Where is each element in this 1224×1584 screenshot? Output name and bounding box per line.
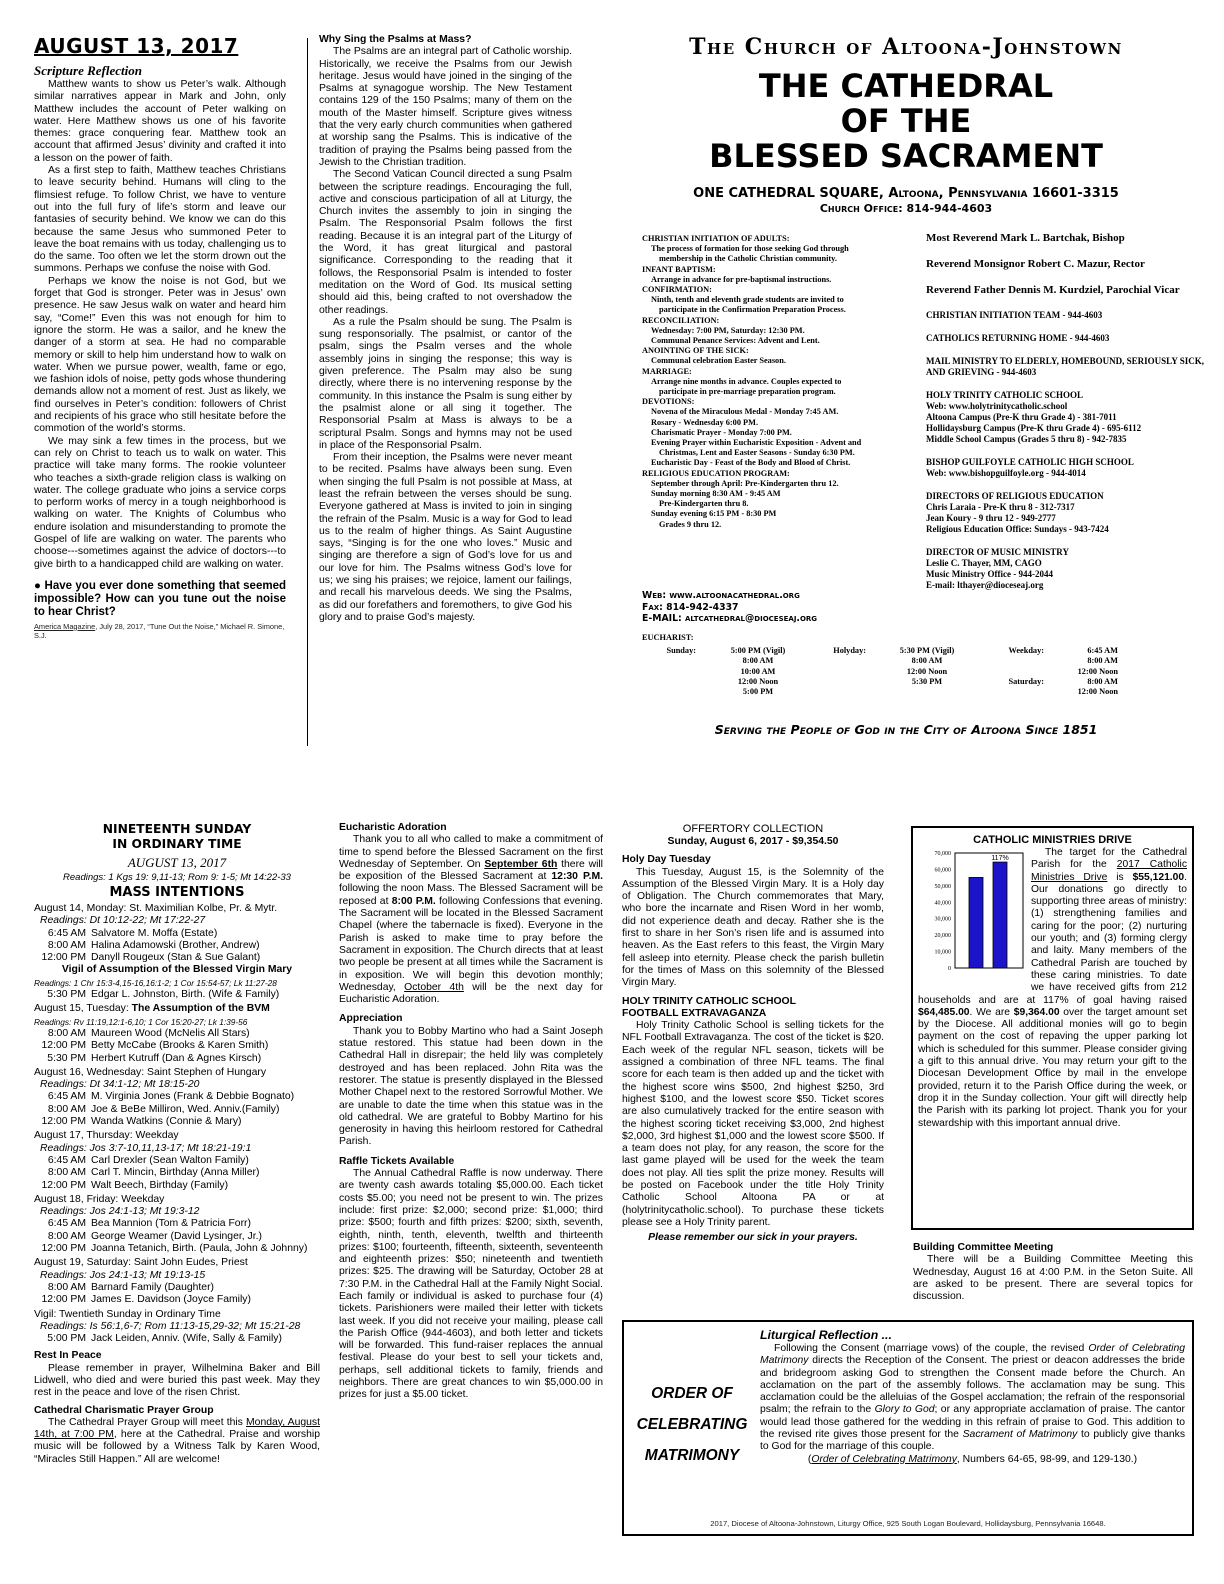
sacraments-directory [642, 234, 902, 578]
website-link[interactable]: Web: www.altoonacathedral.org [642, 590, 800, 601]
sunday-title: NINETEENTH SUNDAY IN ORDINARY TIME [102, 822, 252, 851]
mass-time: 12:00 PM [41, 1294, 86, 1306]
mass-time: 5:30 PM [47, 1052, 86, 1064]
mass-intention-line [34, 1231, 320, 1243]
mass-time: 12:00 PM [41, 952, 86, 964]
sacrament-detail: Sunday morning 8:30 AM - 9:45 AM [651, 489, 781, 499]
adoration-column [339, 822, 603, 1542]
sick-prayer-note: Please remember our sick in your prayers. [648, 1232, 858, 1244]
mass-intention-text: Barnard Family (Daughter) [91, 1281, 214, 1293]
chart-bar-raised [993, 862, 1007, 968]
source-citation: , July 28, 2017, “Tune Out the Noise,” Michael R. Simone, S.J. [34, 621, 285, 640]
liturgical-reference-link[interactable]: Order of Celebrating Matrimony [811, 1453, 957, 1465]
mass-intention-text: Halina Adamowski (Brother, Andrew) [91, 939, 260, 951]
mass-intention-line [34, 1218, 320, 1230]
sacrament-heading: CONFIRMATION: [642, 285, 712, 295]
scripture-reflection-column [34, 34, 286, 754]
bar-data-label: 117% [991, 855, 1009, 863]
chart-bar-target [969, 877, 983, 968]
cathedral-name-line-1: THE CATHEDRAL [758, 67, 1054, 105]
mass-readings: Readings: Dt 34:1-12; Mt 18:15-20 [40, 1079, 200, 1091]
church-office-phone: Church Office: 814-944-4603 [819, 202, 993, 214]
mass-intention-text: Herbert Kutruff (Dan & Agnes Kirsch) [91, 1052, 262, 1064]
reflection-paragraph: As a first step to faith, Matthew teaches Christians to leave security behind. Humans will cling to the flimsiest refuge. To follow Christ, we have to venture out into the full fury of life’s storm and leave our fantasies of security behind. We know we can do this because the same Jesus who summoned Peter to leave the boat remains with us today, challenging us to do the same. Too often we let the storm drown out the summons. Perhaps we confuse the noise with God. [34, 165, 286, 275]
mass-time: 8:00 AM [47, 939, 86, 951]
sacrament-detail: Charismatic Prayer - Monday 7:00 PM. [651, 427, 792, 437]
liturgical-text: Following the Consent (marriage vows) of the couple, the revised Order of Celebrating Matrimony directs the Reception of the Consent. The priest or deacon addresses the bride and bridegroom asking God to strengthen the Consent made before the Church. An acclamation on the part of the assembly follows. The acclamation may be sung. This acclamation could be the alleluias of the Gospel acclamation; the refrain of the responsorial psalm; the refrain to the Glory to God; or any appropriate acclamation of praise. The cantor would lead those gathered for the wedding in this refrain of praise to God. This addition to the revised rite gives those present for the Sacrament of Matrimony to publicly give thanks to God for the marriage of this couple. [760, 1343, 1186, 1453]
sacrament-detail: Arrange in advance for pre-baptismal instructions. [651, 274, 832, 284]
mass-intention-text: Betty McCabe (Brooks & Karen Smith) [91, 1040, 269, 1052]
psalms-title: Why Sing the Psalms at Mass? [319, 34, 472, 45]
mass-readings: Readings: Dt 10:12-22; Mt 17:22-27 [40, 915, 206, 927]
mass-intention-line [34, 1167, 320, 1179]
mass-time: 12:00 PM [41, 1116, 86, 1128]
mass-time: 8:00 AM [47, 1027, 86, 1039]
psalms-paragraph: The Second Vatican Council directed a sung Psalm between the scripture readings. Encouraging the full, active and conscious participation of all at Liturgy, the Church invites the assembly to join in singing the Psalm. The Responsorial Psalm follows the first reading. Because it is an integral part of the Liturgy of the Word, it has great liturgical and pastoral significance. Corresponding to the reading that it follows, the Responsorial Psalm is intended to foster meditation on the Word of God. Its musical setting should aid this, being crafted to not overshadow the other readings. [319, 169, 572, 316]
mass-intention-text: Wanda Watkins (Connie & Mary) [91, 1116, 242, 1128]
column-divider [307, 38, 308, 746]
ministry-entry: MAIL MINISTRY TO ELDERLY, HOMEBOUND, SERIOUSLY SICK, AND GRIEVING - 944-4603 [926, 356, 1205, 377]
liturgical-body [760, 1328, 1185, 1466]
saturday-label: Saturday: [1008, 676, 1044, 686]
football-title: HOLY TRINITY CATHOLIC SCHOOL FOOTBALL EXTRAVAGANZA [622, 995, 796, 1019]
sacrament-detail: Sunday evening 6:15 PM - 8:30 PM [651, 509, 777, 519]
sacrament-detail: Rosary - Wednesday 6:00 PM. [651, 417, 759, 427]
eucharist-schedule [642, 633, 1162, 713]
mass-readings: Readings: 1 Chr 15:3-4,15-16,16:1-2; 1 Cor 15:54-57; Lk 11:27-28 [34, 977, 277, 988]
drive-text: The target for the Cathedral Parish for the 2017 Catholic Ministries Drive is $55,121.00. Our donations go directly to supporting three areas of ministry: (1) strengthening families and caring for the poor; (2) nurturing our youth; and (3) forming clergy and laity. Many members of the Cathedral Parish are touched by these caring ministries. To date we have received gifts from 212 households and are at 117% of goal having raised $64,485.00. We are $9,364.00 over the target amount set by the Diocese. All additional monies will go to begin payment on the cost of repaving the upper parking lot which is scheduled for this summer. Please consider giving a gift to this annual drive. You may return your gift to the Diocesan Development Office by mail in the envelope provided, return it to the Parish Office during the week, or drop it in the Sunday collection. Your gift will directly help the Parish with its parking lot project. Thank you for your stewardship with this important annual drive. [918, 847, 1188, 1129]
mass-intention-text: Bea Mannion (Tom & Patricia Forr) [91, 1218, 251, 1230]
mass-intention-line [34, 1091, 320, 1103]
y-tick-label: 20,000 [934, 933, 951, 940]
meeting-date-link[interactable]: Monday, August 14th, at 7:00 PM [34, 1416, 320, 1441]
source-link[interactable]: America Magazine [34, 621, 96, 631]
mass-intention-line [34, 1243, 320, 1255]
sacrament-detail: Communal celebration Easter Season. [651, 356, 786, 366]
mass-time: 8:00 AM [47, 1281, 86, 1293]
raffle-text: The Annual Cathedral Raffle is now underway. There are twenty cash awards totaling $5,000.00. Each ticket costs $5.00; you need not be present to win. The prizes include: first prize: $2,000; second prize: $1,000; third prize: $500; fourth and fifth prizes: $200; sixth, seventh, eighth, ninth, tenth, eleventh, twelfth and thirteenth prizes: $100; fourteenth, fifteenth, sixteenth, seventeenth and eighteenth prizes: $50; nineteenth and twentieth prizes: $25. The drawing will be Saturday, October 28 at 7:30 P.M. in the Cathedral Hall at the Family Night Social. Each family or individual is asked to purchase four (4) tickets. Parishioners were mailed their letter with tickets last week. If you did not receive your mailing, please call the Parish Office (944-4603), and both letter and tickets will be forwarded. This fund-raiser replaces the annual festival. Please do your best to sell your tickets and, perhaps, sell additional tickets to family, friends and neighbors. There are great chances to win $5,000.00 in prizes for just a $5.00 ticket. [339, 1168, 603, 1401]
reflection-paragraph: Perhaps we know the noise is not God, but we forget that God is stronger. Peter was in Jesus’ own presence. He saw Jesus walk on water and heard him say, “Come!” Even this was not enough for him to ignore the storm. He was a sailor, and he knew the danger of a storm at sea. He had no comparable memory or skill to help him understand how to walk on water. When we pursue power, wealth, fame or ego, we fashion idols of noise, petty gods whose thundering demands allow not a moment of rest. Just as likely, we find ourselves in Peter’s condition: followers of Christ and recipients of his grace who still hesitate before the commotion of the world’s storms. [34, 275, 286, 435]
charismatic-text: The Cathedral Prayer Group will meet this Monday, August 14th, at 7:00 PM, here at the Cathedral. Praise and worship music will be followed by a Witness Talk by Karen Wood, “Miracles Still Happen.” All are welcome! [34, 1416, 320, 1465]
sacrament-detail: Wednesday: 7:00 PM, Saturday: 12:30 PM. [651, 325, 805, 335]
building-title: Building Committee Meeting [913, 1242, 1054, 1253]
psalms-paragraph: As a rule the Psalm should be sung. The Psalm is sung responsorially. The psalmist, or cantor of the psalm, sings the Psalm verses and the whole assembly joins in singing the response; this way is given preference. The Psalm may also be sung directly, where there is no intervening response by the community. In this instance the Psalm is sung either by the psalmist alone or all sing it together. The Responsorial Psalm at Mass is always to be a scriptural Psalm. Songs and hymns may not be used in place of the Responsorial Psalm. [319, 316, 572, 451]
sacrament-detail: Ninth, tenth and eleventh grade students are invited to [651, 295, 844, 305]
mass-intention-text: M. Virginia Jones (Frank & Debbie Bognato) [91, 1091, 295, 1103]
mass-intention-line [34, 1155, 320, 1167]
sacrament-heading: RECONCILIATION: [642, 315, 720, 325]
football-text: Holy Trinity Catholic School is selling tickets for the NFL Football Extravaganza. The cost of the ticket is $20. Each week of the regular NFL season, tickets will be assigned a combination of three NFL teams. The final score for each team is then added up and the ticket with the highest score wins $500, 2nd highest $250, 3rd highest $100, and the lowest score $50. Ticket scores are also cumulatively tracked for the entire season with the highest scoring ticket receiving $3,000, 2nd highest $2,000, 3rd highest $1,000 and the lowest score $500. If a team does not play, for any reason, the score for the last game played will be used for the week the team does not play. All ties split the prize money. Results will be posted on Facebook under the title Holy Trinity Catholic School Altoona PA or at (holytrinitycatholic.school). To purchase these tickets please see a Holy Trinity parent. [622, 1020, 884, 1228]
rest-in-peace-title: Rest In Peace [34, 1350, 102, 1362]
mass-time: 5:30 PM [47, 989, 86, 1001]
sacrament-detail: Novena of the Miraculous Medal - Monday 7:45 AM. [651, 407, 839, 417]
mass-time: 12:00 PM [41, 1179, 86, 1191]
mass-time: 6:45 AM [47, 1091, 86, 1103]
mass-readings: Readings: Jos 3:7-10,11,13-17; Mt 18:21-19:1 [40, 1142, 252, 1154]
mass-intention-text: Edgar L. Johnston, Birth. (Wife & Family) [91, 989, 280, 1001]
offertory-column [622, 822, 884, 1322]
mass-intention-line [34, 1040, 320, 1052]
adoration-text: Thank you to all who called to make a commitment of time to spend before the Blessed Sacrament on the first Wednesday of September. On September 6th there will be exposition of the Blessed Sacrament at 12:30 P.M. following the noon Mass. The Blessed Sacrament will be reposed at 8:00 P.M. following Confessions that evening. The Sacrament will be located in the Blessed Sacrament Chapel (where the tabernacle is fixed). Everyone in the Parish is asked to make time to pray before the Sacrament in exposition. The Church directs that at least two people be present at all times while the Sacrament is in exposition. We will begin this devotion monthly; Wednesday, October 4th will be the next day for Eucharistic Adoration. [339, 834, 603, 1006]
sacrament-heading: INFANT BAPTISM: [642, 264, 716, 274]
vigil-heading: Vigil of Assumption of the Blessed Virgin Mary [61, 964, 293, 976]
sacrament-detail: Grades 9 thru 12. [659, 519, 722, 529]
mass-readings: Readings: Jos 24:1-13; Mt 19:13-15 [40, 1269, 206, 1281]
mass-time: 8:00 AM [47, 1167, 86, 1179]
sunday-label: Sunday: [666, 646, 696, 656]
mass-readings: Readings: Rv 11:19,12:1-6,10; 1 Cor 15:20-27; Lk 1:39-56 [34, 1016, 248, 1027]
sacrament-detail: Eucharistic Day - Feast of the Body and Blood of Christ. [651, 458, 851, 468]
mass-day-heading: August 18, Friday: Weekday [34, 1193, 165, 1205]
sacrament-heading: ANOINTING OF THE SICK: [642, 346, 749, 356]
mass-intention-text: Carl T. Mincin, Birthday (Anna Miller) [91, 1167, 260, 1179]
ministries-drive-box [911, 826, 1194, 1230]
charismatic-title: Cathedral Charismatic Prayer Group [34, 1404, 214, 1416]
mass-intention-line [34, 1053, 320, 1065]
mass-intention-line [34, 940, 320, 952]
sacrament-detail: Arrange nine months in advance. Couples expected to [651, 376, 842, 386]
liturgical-side-title: ORDER OF CELEBRATING MATRIMONY [636, 1385, 748, 1464]
mass-time: 6:45 AM [47, 1218, 86, 1230]
mass-time: 8:00 AM [47, 1230, 86, 1242]
psalms-paragraph: The Psalms are an integral part of Catholic worship. Historically, we receive the Psalms from our Jewish heritage. Jesus would have joined in the singing of the Psalms at synagogue worship. The New Testament contains 129 of the 150 Psalms; many of them on the mouth of the Master himself. Scripture gives witness that the very early church communities when gathered at worship sang the Psalms. This is indicative of the tradition of praying the Psalms being passed from the Jewish to the Christian tradition. [319, 46, 572, 168]
ministry-entry: BISHOP GUILFOYLE CATHOLIC HIGH SCHOOL Web: www.bishopguilfoyle.org - 944-4014 [926, 457, 1134, 478]
saturday-times: 8:00 AM 12:00 Noon [1077, 676, 1118, 697]
mass-intention-line [34, 928, 320, 940]
holyday-text: This Tuesday, August 15, is the Solemnity of the Assumption of the Blessed Virgin Mary. It is a Holy day of Obligation. The Church commemorates that Mary, who bore the incarnate and Risen Word in her womb, did not experience death and decay. Rather she is the first to share in her Son’s risen life and is assumed into heaven. As the East refers to this feast, the Virgin Mary fell asleep into eternity. Please check the parish bulletin for the times of Mass on this solemnity of the Blessed Virgin Mary. [622, 866, 884, 989]
sunday-date: AUGUST 13, 2017 [127, 855, 227, 870]
mass-intention-text: James E. Davidson (Joyce Family) [91, 1294, 251, 1306]
mass-intention-text: Joanna Tetanich, Birth. (Paula, John & Johnny) [91, 1243, 308, 1255]
offertory-title: OFFERTORY COLLECTION [682, 823, 824, 835]
mass-intention-line [34, 989, 320, 1001]
mass-intentions-column [34, 822, 320, 1542]
sacrament-heading: RELIGIOUS EDUCATION PROGRAM: [642, 468, 790, 478]
psalms-column [319, 34, 572, 754]
mass-intention-text: Danyll Rougeux (Stan & Sue Galant) [91, 952, 261, 964]
rest-in-peace-text: Please remember in prayer, Wilhelmina Baker and Bill Lidwell, who died and were buried this past week. May they rest in the peace and love of the risen Christ. [34, 1362, 320, 1399]
y-tick-label: 0 [948, 966, 951, 972]
drive-chart [915, 845, 1027, 985]
y-tick-label: 30,000 [934, 916, 951, 923]
email-link[interactable]: E-MAIL: altcathedral@dioceseaj.org [642, 613, 818, 624]
sacrament-detail: The process of formation for those seeking God through [651, 244, 849, 254]
liturgical-title: Liturgical Reflection ... [760, 1328, 892, 1342]
mass-intention-text: Carl Drexler (Sean Walton Family) [91, 1154, 249, 1166]
bulletin-date: AUGUST 13, 2017 [34, 34, 239, 58]
sacrament-detail: membership in the Catholic Christian community. [659, 254, 837, 264]
ministry-entry: CHRISTIAN INITIATION TEAM - 944-4603 [926, 310, 1103, 320]
liturgical-footer: 2017, Diocese of Altoona-Johnstown, Liturgy Office, 925 South Logan Boulevard, Hollidaysburg, Pennsylvania 16648. [710, 1519, 1106, 1528]
holyday-times: 5:30 PM (Vigil) 8:00 AM 12:00 Noon 5:30 PM [899, 646, 955, 686]
y-tick-label: 50,000 [934, 883, 951, 890]
eucharist-table [642, 646, 1118, 697]
sacrament-detail: Christmas, Lent and Easter Seasons - Sunday 6:30 PM. [659, 448, 855, 458]
ministry-entry: DIRECTOR OF MUSIC MINISTRY Leslie C. Thayer, MM, CAGO Music Ministry Office - 944-2044 E-mail: lthayer@dioceseaj.org [926, 547, 1069, 590]
weekday-label: Weekday: [1008, 646, 1044, 656]
y-tick-label: 40,000 [934, 900, 951, 907]
sacrament-heading: DEVOTIONS: [642, 397, 695, 407]
mass-day-heading: August 16, Wednesday: Saint Stephen of Hungary [34, 1066, 267, 1078]
masthead [596, 34, 1216, 214]
building-text: There will be a Building Committee Meeting this Wednesday, August 16 at 4:00 P.M. in the Seton Suite. All are asked to be present. There are several topics for discussion. [913, 1254, 1193, 1303]
mass-day-heading: August 19, Saturday: Saint John Eudes, Priest [34, 1257, 248, 1269]
sacrament-detail: participate in the Confirmation Preparation Process. [659, 305, 846, 315]
raffle-title: Raffle Tickets Available [339, 1155, 455, 1167]
sacrament-detail: participate in pre-marriage preparation program. [659, 387, 836, 397]
y-tick-label: 10,000 [934, 949, 951, 956]
offertory-amount: Sunday, August 6, 2017 - $9,354.50 [667, 836, 839, 847]
mass-intention-line [34, 1116, 320, 1128]
psalms-paragraph: From their inception, the Psalms were never meant to be recited. Psalms have always been sung. Even when singing the full Psalm is not possible at Mass, at least the refrain between the verses should be sung. Everyone gathered at Mass is invited to join in singing the refrain of the Psalm. Music is a way for God to lead us to the realm of higher things. As Saint Augustine says, “Singing is for the one who loves.” Music and singing are therefore a sign of God’s love for us and our love for him. The Psalms witness God’s love for us; we sing his praises; we rejoice, lament our failings, and recall his marvelous deeds. We sing the Psalms, as did our forefathers and foremothers, to give God his glory and to praise God’s majesty. [319, 452, 572, 623]
sunday-times: 5:00 PM (Vigil) 8:00 AM 10:00 AM 12:00 Noon 5:00 PM [730, 646, 786, 697]
y-tick-label: 70,000 [934, 851, 951, 857]
october-date-link[interactable]: October 4th [404, 981, 464, 993]
mass-intention-text: Jack Leiden, Anniv. (Wife, Sally & Family) [91, 1333, 282, 1345]
fax-number: Fax: 814-942-4337 [642, 601, 739, 613]
mass-time: 6:45 AM [47, 927, 86, 939]
cathedral-name-line-3: BLESSED SACRAMENT [709, 137, 1103, 175]
clergy-name: Reverend Monsignor Robert C. Mazur, Rector [926, 258, 1145, 270]
september-date-link[interactable]: September 6th [484, 858, 558, 870]
reflection-paragraph: Matthew wants to show us Peter’s walk. Although similar narratives appear in Mark and John, only Matthew includes the account of Peter walking on water. Here Matthew shows us one of his favorite themes: grace conquering fear. Matthew took an account that affirmed Jesus’ divinity and crafted it into a lesson on the power of faith. [34, 79, 286, 164]
weekday-times: 6:45 AM 8:00 AM 12:00 Noon [1077, 646, 1118, 676]
mass-intention-line [34, 1282, 320, 1294]
ministry-entry: DIRECTORS OF RELIGIOUS EDUCATION Chris Laraia - Pre-K thru 8 - 312-7317 Jean Koury - 9 thru 12 - 949-2777 Religious Education Office: Sundays - 943-7424 [926, 491, 1109, 534]
cathedral-name-line-2: OF THE [840, 102, 972, 140]
mass-intention-text: George Weamer (David Lysinger, Jr.) [91, 1230, 262, 1242]
sacrament-detail: Evening Prayer within Eucharistic Exposition - Advent and [651, 438, 862, 448]
mass-readings: Readings: Is 56:1,6-7; Rom 11:13-15,29-32; Mt 15:21-28 [40, 1320, 301, 1332]
sacrament-detail: September through April: Pre-Kindergarten thru 12. [651, 478, 839, 488]
reflection-question: ● Have you ever done something that seemed impossible? How can you tune out the noise to hear Christ? [34, 579, 286, 618]
contact-info [642, 590, 912, 630]
mass-readings: Readings: Jos 24:1-13; Mt 19:3-12 [40, 1206, 200, 1218]
mass-intention-line [34, 1028, 320, 1040]
mass-day-heading: August 17, Thursday: Weekday [34, 1130, 179, 1142]
clergy-name: Most Reverend Mark L. Bartchak, Bishop [926, 232, 1125, 244]
adoration-title: Eucharistic Adoration [339, 822, 447, 833]
mass-time: 6:45 AM [47, 1154, 86, 1166]
mass-intention-text: Joe & BeBe Milliron, Wed. Anniv.(Family) [91, 1103, 280, 1115]
sacrament-heading: CHRISTIAN INITIATION OF ADULTS: [642, 234, 790, 243]
mass-intention-text: Maureen Wood (McNelis All Stars) [91, 1027, 250, 1039]
ministry-entry: CATHOLICS RETURNING HOME - 944-4603 [926, 333, 1110, 343]
eucharist-label: EUCHARIST: [642, 633, 694, 642]
mass-intention-line [34, 1294, 320, 1306]
sunday-readings: Readings: 1 Kgs 19: 9,11-13; Rom 9: 1-5; Mt 14:22-33 [63, 872, 291, 883]
sacrament-detail: Pre-Kindergarten thru 8. [659, 499, 749, 509]
ministry-entry: HOLY TRINITY CATHOLIC SCHOOL Web: www.holytrinitycatholic.school Altoona Campus (Pre-K thru Grade 4) - 381-7011 Hollidaysburg Campus (Pre-K thru Grade 4) - 695-6112 Middle School Campus (Grades 5 thru 8) - 942-7835 [926, 390, 1142, 444]
clergy-name: Reverend Father Dennis M. Kurdziel, Parochial Vicar [926, 284, 1180, 296]
mass-intention-text: Walt Beech, Birthday (Family) [91, 1179, 229, 1191]
mass-day-heading: Vigil: Twentieth Sunday in Ordinary Time [34, 1308, 221, 1320]
mass-day-heading: August 15, Tuesday: The Assumption of the BVM [34, 1003, 270, 1015]
mass-time: 5:00 PM [47, 1333, 86, 1345]
drive-title: CATHOLIC MINISTRIES DRIVE [973, 834, 1132, 846]
church-address: ONE CATHEDRAL SQUARE, Altoona, Pennsylvania 16601-3315 [693, 186, 1119, 201]
drive-link[interactable]: 2017 Catholic Ministries Drive [1031, 859, 1187, 883]
mass-time: 8:00 AM [47, 1103, 86, 1115]
staff-directory [926, 232, 1206, 632]
mass-intention-line [34, 1333, 320, 1345]
diocese-name: The Church of Altoona-Johnstown [689, 34, 1123, 60]
y-tick-label: 60,000 [934, 867, 951, 874]
appreciation-text: Thank you to Bobby Martino who had a Saint Joseph statue restored. This statue had been down in the Cathedral Hall in disrepair; the held lily was completely destroyed and has been replaced. John Rita was the restorer. The statue is presently displayed in the Blessed Mother Chapel next to the restored Sorrowful Mother. We are unable to date the time when this statue was in the old cathedral. We are grateful to Bobby Martino for his generosity in having this heirloom restored for Cathedral Parish. [339, 1025, 603, 1148]
mass-day-heading: August 14, Monday: St. Maximilian Kolbe, Pr. & Mytr. [34, 903, 278, 914]
liturgical-reflection-box [622, 1320, 1194, 1536]
mass-intention-line [34, 1180, 320, 1192]
building-committee [913, 1242, 1193, 1312]
mass-intentions-title: MASS INTENTIONS [109, 885, 245, 900]
mass-intentions-list [34, 903, 320, 1345]
appreciation-title: Appreciation [339, 1013, 403, 1025]
mass-intention-line [34, 952, 320, 964]
sacrament-detail: Communal Penance Services: Advent and Lent. [651, 336, 820, 346]
mass-intention-text: Salvatore M. Moffa (Estate) [91, 927, 218, 939]
liturgical-reference: (Order of Celebrating Matrimony, Numbers 64-65, 98-99, and 129-130.) [807, 1453, 1138, 1465]
reflection-paragraph: We may sink a few times in the process, but we can rely on Christ to teach us to walk on water. This practice will take many forms. The rookie volunteer who teaches a sixth-grade religion class is walking on water. The college graduate who joins a service corps to perform works of mercy in a tough neighborhood is walking on water. The Knights of Columbus who endure isolation and misunderstanding to promote the Gospel of life are walking on water. The parents who choose---sometimes against the advice of doctors---to give birth to a handicapped child are walking on water. [34, 435, 286, 570]
serving-tagline: Serving the People of God in the City of Altoona Since 1851 [714, 722, 1098, 737]
mass-intention-line [34, 1104, 320, 1116]
chart-frame [955, 853, 1023, 968]
mass-time: 12:00 PM [41, 1040, 86, 1052]
reflection-source [34, 622, 286, 640]
sacrament-heading: MARRIAGE: [642, 366, 692, 376]
holyday-label: Holyday: [833, 646, 866, 656]
mass-time: 12:00 PM [41, 1243, 86, 1255]
scripture-reflection-title: Scripture Reflection [34, 63, 142, 78]
holyday-title: Holy Day Tuesday [622, 854, 711, 866]
